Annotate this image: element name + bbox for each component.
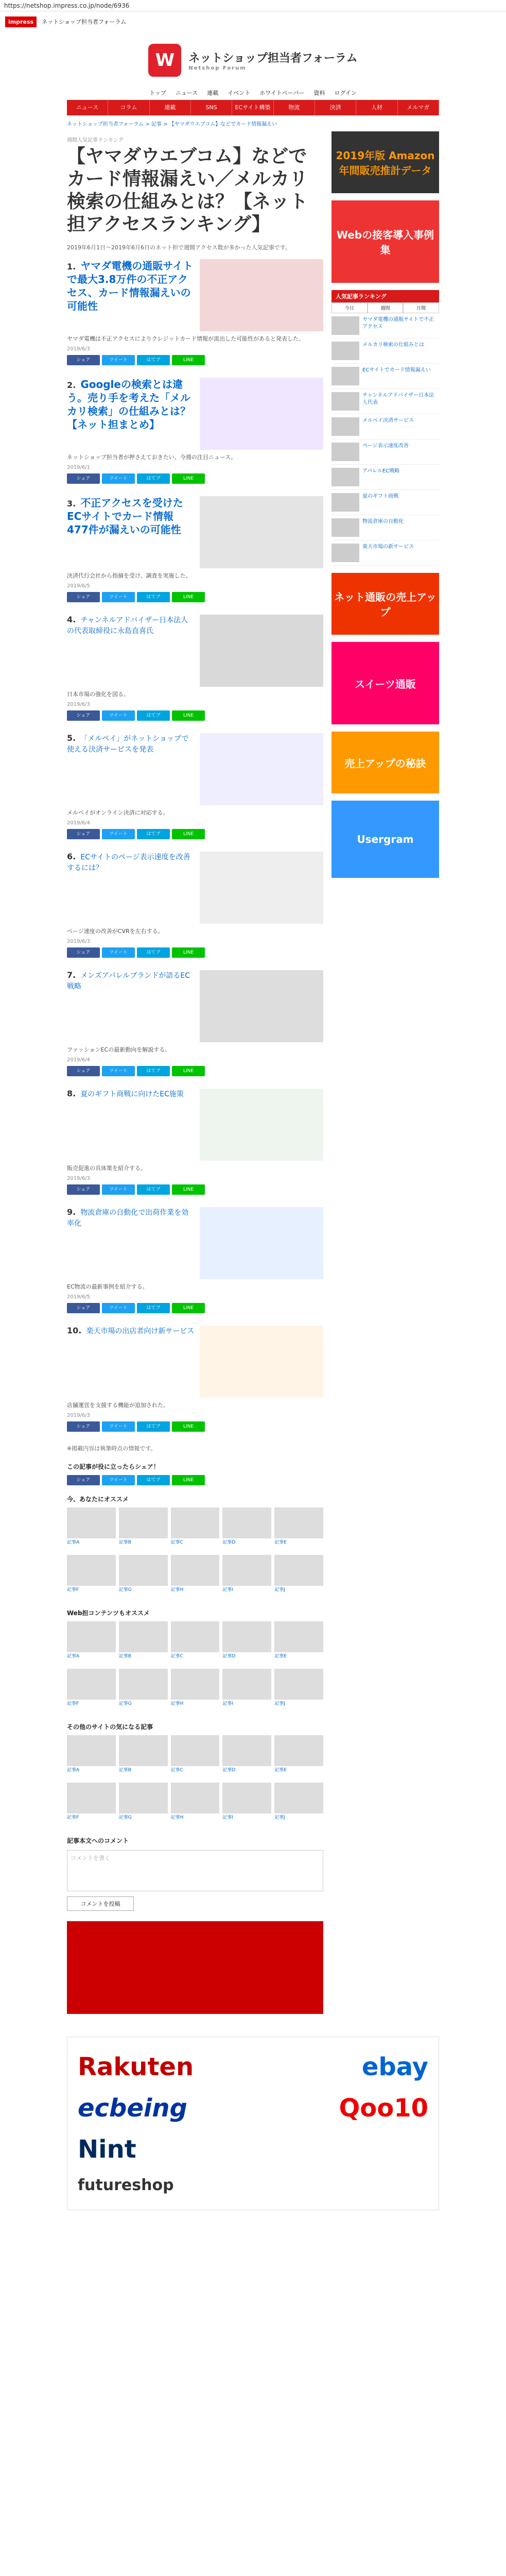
item-headline-link[interactable]: 不正アクセスを受けたECサイトでカード情報477件が漏えいの可能性 <box>67 497 183 536</box>
item-rank: 5. <box>67 733 76 743</box>
mini-card-title: 記事C <box>170 1768 183 1773</box>
ranking-title-text: チャンネルアドバイザー日本法人代表 <box>362 393 434 405</box>
topnav-item[interactable]: ホワイトペーパー <box>259 90 305 96</box>
ranking-article-item <box>67 259 323 365</box>
twitter-share-button[interactable]: ツイート <box>102 1421 135 1432</box>
item-headline-link[interactable]: 夏のギフト商戦に向けたEC施策 <box>80 1090 184 1098</box>
facebook-share-button[interactable]: シェア <box>67 473 100 484</box>
item-headline-link[interactable]: 物流倉庫の自動化で出荷作業を効率化 <box>67 1209 189 1228</box>
mini-card-image <box>119 1621 168 1652</box>
item-date: 2019/6/5 <box>67 1294 90 1300</box>
mini-card-image <box>274 1669 323 1700</box>
mini-card[interactable] <box>67 1621 116 1666</box>
share-bar <box>67 1475 323 1485</box>
navbar-item[interactable]: 物流 <box>274 100 315 115</box>
item-rank: 8. <box>67 1089 76 1098</box>
item-rank: 9. <box>67 1207 76 1217</box>
twitter-share-button[interactable]: ツイート <box>102 1303 135 1313</box>
mini-card-title: 記事A <box>67 1540 80 1545</box>
webchat-ad[interactable]: Webの接客導入事例集 <box>331 200 439 283</box>
mini-card[interactable] <box>222 1783 271 1827</box>
breadcrumb[interactable]: ネットショップ担当者フォーラム > 記事 > 【ヤマダウエブコム】などでカード情報漏えい <box>67 122 277 127</box>
ranking-title-text: 物流倉庫の自動化 <box>362 519 404 524</box>
mini-card[interactable] <box>274 1555 323 1599</box>
twitter-share-button[interactable]: ツイート <box>102 1475 135 1485</box>
facebook-share-button[interactable]: シェア <box>67 1066 100 1076</box>
ranking-article-item <box>67 496 323 602</box>
article-title: 【ヤマダウエブコム】などでカード情報漏えい／メルカリ検索の仕組みとは？【ネット担アクセスランキング】 <box>67 146 308 235</box>
mini-card-image <box>222 1507 271 1538</box>
mini-card-image <box>171 1507 220 1538</box>
mini-card-title: 記事E <box>274 1654 287 1659</box>
ranking-title-text: ECサイトでカード情報漏えい <box>362 367 431 373</box>
item-date: 2019/6/3 <box>67 939 90 944</box>
mini-card-image <box>274 1621 323 1652</box>
item-desc: ヤマダ電機は不正アクセスによりクレジットカード情報が流出した可能性があると発表した。 <box>67 335 305 342</box>
navbar-item[interactable]: ECサイト構築 <box>232 100 273 115</box>
mini-card[interactable] <box>171 1669 220 1713</box>
mini-card[interactable] <box>67 1735 116 1780</box>
item-desc: ネットショップ担当者が押さえておきたい、今週の注目ニュース。 <box>67 454 237 461</box>
mini-card-image <box>67 1507 116 1538</box>
sidebar-ranking-item[interactable] <box>331 389 439 414</box>
mini-card-title: 記事J <box>274 1815 285 1820</box>
navbar-item[interactable]: 連載 <box>150 100 191 115</box>
tab-today[interactable]: 今日 <box>331 302 368 313</box>
mini-card-image <box>119 1735 168 1766</box>
ranking-article-item <box>67 1207 323 1313</box>
ranking-article-item <box>67 852 323 958</box>
sidebar <box>331 131 439 2021</box>
item-headline-link[interactable]: 楽天市場の出店者向け新サービス <box>86 1327 195 1335</box>
mini-card[interactable] <box>119 1783 168 1827</box>
futureshop-logo[interactable]: futureshop <box>78 2176 174 2194</box>
facebook-share-button[interactable]: シェア <box>67 829 100 839</box>
mini-card-title: 記事G <box>118 1587 132 1592</box>
item-share-bar <box>67 710 323 721</box>
item-rank: 7. <box>67 970 76 980</box>
mini-card[interactable] <box>171 1783 220 1827</box>
item-date: 2019/6/3 <box>67 702 90 707</box>
article-closing: ※掲載内容は執筆時点の情報です。 <box>67 1445 156 1452</box>
ranking-thumb <box>331 544 359 562</box>
item-date: 2019/6/5 <box>67 583 90 589</box>
site-brand[interactable] <box>188 49 357 71</box>
mini-card-title: 記事E <box>274 1540 287 1545</box>
item-thumbnail[interactable] <box>200 378 323 450</box>
mini-card[interactable] <box>171 1735 220 1780</box>
item-thumbnail[interactable] <box>200 733 323 805</box>
article-intro: 2019年6月1日〜2019年6月6日のネット担で週間アクセス数が多かった人気記事です。 <box>67 244 291 251</box>
item-headline-link[interactable]: ECサイトのページ表示速度を改善するには？ <box>67 853 190 872</box>
item-date: 2019/6/3 <box>67 1176 90 1181</box>
ranking-thumb <box>331 417 359 436</box>
sidebar-ranking-item[interactable] <box>331 515 439 540</box>
mini-card-image <box>222 1555 271 1586</box>
item-thumbnail[interactable] <box>200 1089 323 1161</box>
ranking-thumb <box>331 316 359 335</box>
twitter-share-button[interactable]: ツイート <box>102 355 135 365</box>
hatena-share-button[interactable]: はてブ <box>137 355 170 365</box>
mini-card-image <box>222 1621 271 1652</box>
item-rank: 2. <box>67 380 76 390</box>
mini-card-image <box>67 1621 116 1652</box>
mini-card[interactable] <box>222 1621 271 1666</box>
item-thumbnail[interactable] <box>200 1326 323 1398</box>
item-thumbnail[interactable] <box>200 1207 323 1279</box>
mini-card[interactable] <box>67 1669 116 1713</box>
mini-card[interactable] <box>67 1783 116 1827</box>
line-share-button[interactable]: LINE <box>172 1184 205 1195</box>
item-date: 2019/6/3 <box>67 1413 90 1418</box>
item-share-bar <box>67 592 323 602</box>
ranking-article-item <box>67 615 323 721</box>
item-date: 2019/6/1 <box>67 465 90 470</box>
ranking-title-text: アパレルEC戦略 <box>362 468 400 474</box>
mini-card-title: 記事D <box>222 1654 236 1659</box>
item-share-bar <box>67 473 323 484</box>
facebook-share-button[interactable]: シェア <box>67 1303 100 1313</box>
top-strip <box>0 11 506 32</box>
ranking-article-item <box>67 733 323 839</box>
topnav-item[interactable]: ログイン <box>334 90 357 96</box>
qoo10-logo[interactable]: Qoo10 <box>339 2094 428 2123</box>
mini-card-title: 記事F <box>67 1815 79 1820</box>
item-desc: ページ速度の改善がCVRを左右する。 <box>67 928 164 935</box>
item-share-bar <box>67 829 323 839</box>
mini-card[interactable] <box>222 1735 271 1780</box>
mini-card-image <box>222 1735 271 1766</box>
topnav-item[interactable]: ニュース <box>175 90 198 96</box>
item-desc: 決済代行会社から指摘を受け、調査を実施した。 <box>67 572 191 579</box>
item-thumbnail[interactable] <box>200 970 323 1042</box>
main-navbar <box>67 100 439 115</box>
item-share-bar <box>67 1184 323 1195</box>
item-desc: ファッションECの最新動向を解説する。 <box>67 1046 171 1053</box>
mini-card-image <box>274 1555 323 1586</box>
mini-card-image <box>222 1669 271 1700</box>
ranking-thumb <box>331 443 359 461</box>
comment-post-button[interactable]: コメントを投稿 <box>67 1896 134 1911</box>
mini-card[interactable] <box>274 1507 323 1552</box>
ranking-thumb <box>331 493 359 512</box>
mini-card-title: 記事D <box>222 1540 236 1545</box>
mini-card-title: 記事I <box>222 1701 234 1706</box>
nint-logo[interactable]: Nint <box>78 2135 136 2164</box>
mini-card-image <box>67 1555 116 1586</box>
mini-card[interactable] <box>67 1555 116 1599</box>
sidebar-ranking-item[interactable] <box>331 490 439 515</box>
mini-card-title: 記事A <box>67 1654 80 1659</box>
ranking-thumb <box>331 392 359 411</box>
item-desc: 日本市場の強化を図る。 <box>67 691 129 698</box>
navbar-item[interactable]: 人材 <box>356 100 397 115</box>
line-share-button[interactable]: LINE <box>172 1066 205 1076</box>
mini-card[interactable] <box>274 1669 323 1713</box>
tab-monthly[interactable]: 月間 <box>403 302 439 313</box>
line-share-button[interactable]: LINE <box>172 1421 205 1432</box>
twitter-share-button[interactable]: ツイート <box>102 473 135 484</box>
hatena-share-button[interactable]: はてブ <box>137 1303 170 1313</box>
mini-card-title: 記事B <box>118 1654 131 1659</box>
mini-card-image <box>67 1735 116 1766</box>
browser-url-bar[interactable]: https://netshop.impress.co.jp/node/6936 <box>0 0 506 11</box>
item-share-bar <box>67 355 323 365</box>
item-date: 2019/6/3 <box>67 346 90 352</box>
line-share-button[interactable]: LINE <box>172 473 205 484</box>
facebook-share-button[interactable]: シェア <box>67 1421 100 1432</box>
item-headline-link[interactable]: メンズアパレルブランドが語るEC戦略 <box>67 972 190 991</box>
twitter-share-button[interactable]: ツイート <box>102 947 135 958</box>
item-rank: 6. <box>67 852 76 861</box>
ranking-title-text: メルカリ検索の仕組みとは <box>362 342 424 348</box>
navbar-item[interactable]: メルマガ <box>398 100 439 115</box>
recommend-heading: 今、あなたにオススメ <box>67 1496 129 1503</box>
item-share-bar <box>67 1066 323 1076</box>
topnav-item[interactable]: 連載 <box>207 90 219 96</box>
site-header <box>0 32 506 89</box>
ranking-thumb <box>331 367 359 385</box>
hatena-share-button[interactable]: はてブ <box>137 1475 170 1485</box>
ranking-thumb <box>331 342 359 360</box>
brand-tag: Netshop Forum <box>188 65 247 71</box>
mini-card[interactable] <box>274 1783 323 1827</box>
sidebar-ranking-item[interactable] <box>331 540 439 566</box>
topnav-item[interactable]: トップ <box>149 90 166 96</box>
ranking-title-text: 夏のギフト商戦 <box>362 494 398 499</box>
item-share-bar <box>67 1421 323 1432</box>
line-share-button[interactable]: LINE <box>172 355 205 365</box>
mini-card-image <box>67 1669 116 1700</box>
line-share-button[interactable]: LINE <box>172 829 205 839</box>
mini-card[interactable] <box>171 1555 220 1599</box>
item-rank: 10. <box>67 1326 82 1335</box>
mini-card-title: 記事E <box>274 1768 287 1773</box>
facebook-share-button[interactable]: シェア <box>67 1184 100 1195</box>
ranking-article-item <box>67 378 323 484</box>
item-desc: 販売促進の具体策を紹介する。 <box>67 1165 146 1172</box>
twitter-share-button[interactable]: ツイート <box>102 710 135 721</box>
item-desc: EC物流の最新事例を紹介する。 <box>67 1283 148 1290</box>
mini-card-title: 記事J <box>274 1587 285 1592</box>
item-thumbnail[interactable] <box>200 496 323 568</box>
comment-input[interactable]: コメントを書く <box>67 1850 323 1891</box>
item-desc: 店舗運営を支援する機能が追加された。 <box>67 1402 169 1409</box>
facebook-share-button[interactable]: シェア <box>67 947 100 958</box>
site-link[interactable]: ネットショップ担当者フォーラム <box>42 19 127 25</box>
rakuten-logo[interactable]: Rakuten <box>78 2053 194 2081</box>
mini-card-title: 記事D <box>222 1768 236 1773</box>
item-rank: 1. <box>67 262 76 272</box>
sidebar-ranking-item[interactable] <box>331 465 439 490</box>
mini-card-title: 記事C <box>170 1540 183 1545</box>
mini-card[interactable] <box>119 1621 168 1666</box>
line-share-button[interactable]: LINE <box>172 1475 205 1485</box>
comment-heading: 記事本文へのコメント <box>67 1837 129 1844</box>
ranking-title-text: 楽天市場の新サービス <box>362 544 414 550</box>
mini-card[interactable] <box>222 1555 271 1599</box>
ranking-article-item <box>67 970 323 1076</box>
mini-card-title: 記事G <box>118 1815 132 1820</box>
mini-card-image <box>171 1621 220 1652</box>
mini-card-title: 記事C <box>170 1654 183 1659</box>
item-date: 2019/6/4 <box>67 1057 90 1063</box>
item-thumbnail[interactable] <box>200 852 323 924</box>
ranking-title-text: ページ表示速度改善 <box>362 443 409 449</box>
item-headline-link[interactable]: チャンネルアドバイザー日本法人の代表取締役に永島直喜氏 <box>67 616 188 635</box>
mini-card[interactable] <box>171 1507 220 1552</box>
twitter-share-button[interactable]: ツイート <box>102 1184 135 1195</box>
mini-card[interactable] <box>119 1735 168 1780</box>
hatena-share-button[interactable]: はてブ <box>137 829 170 839</box>
top-nav <box>0 89 506 97</box>
mini-card-image <box>222 1783 271 1814</box>
item-headline-link[interactable]: 「メルペイ」がネットショップで使える決済サービスを発表 <box>67 735 189 754</box>
ranking-article-item <box>67 1089 323 1195</box>
mini-card-title: 記事F <box>67 1587 79 1592</box>
item-share-bar <box>67 1303 323 1313</box>
partner-logos <box>67 2037 439 2210</box>
mini-card-image <box>171 1555 220 1586</box>
site-logo[interactable]: W <box>148 44 181 77</box>
item-share-bar <box>67 947 323 958</box>
sweets-ad[interactable]: スイーツ通販 <box>331 642 439 724</box>
hatena-share-button[interactable]: はてブ <box>137 473 170 484</box>
ebay-logo[interactable]: ebay <box>361 2053 428 2081</box>
ranking-title-text: ヤマダ電機の通販サイトで不正アクセス <box>362 317 434 330</box>
twitter-share-button[interactable]: ツイート <box>102 592 135 602</box>
mini-card-title: 記事H <box>170 1815 184 1820</box>
mini-card-title: 記事I <box>222 1815 234 1820</box>
mini-card-title: 記事B <box>118 1540 131 1545</box>
sidebar-ranking-item[interactable] <box>331 414 439 439</box>
sales-ad[interactable]: ネット通販の売上アップ <box>331 573 439 635</box>
ranking-title: 人気記事ランキング <box>331 290 439 302</box>
topnav-item[interactable]: イベント <box>228 90 251 96</box>
facebook-share-button[interactable]: シェア <box>67 592 100 602</box>
mini-card[interactable] <box>119 1507 168 1552</box>
other-section-heading: その他のサイトの気になる記事 <box>67 1723 153 1731</box>
other-grid <box>67 1735 323 1827</box>
mini-card-image <box>67 1783 116 1814</box>
sidebar-ranking-item[interactable] <box>331 364 439 389</box>
ranking-list <box>331 313 439 566</box>
article-category[interactable]: 週間人気記事ランキング <box>67 138 124 143</box>
item-headline-link[interactable]: ヤマダ電機の通販サイトで最大3.8万件の不正アクセス、カード情報漏えいの可能性 <box>67 260 193 312</box>
mini-card-image <box>119 1555 168 1586</box>
ranking-title-text: メルペイ決済サービス <box>362 418 414 423</box>
mini-card[interactable] <box>274 1621 323 1666</box>
hatena-share-button[interactable]: はてブ <box>137 1421 170 1432</box>
mini-card[interactable] <box>222 1669 271 1713</box>
ranking-article-item <box>67 1326 323 1432</box>
item-date: 2019/6/4 <box>67 820 90 826</box>
mini-card[interactable] <box>222 1507 271 1552</box>
mini-card-title: 記事F <box>67 1701 79 1706</box>
hatena-share-button[interactable]: はてブ <box>137 1184 170 1195</box>
mini-card-image <box>171 1735 220 1766</box>
impress-logo[interactable]: impress <box>5 16 37 27</box>
ecbeing-logo[interactable]: ecbeing <box>78 2094 187 2123</box>
mini-card-title: 記事I <box>222 1587 234 1592</box>
tab-weekly[interactable]: 週間 <box>368 302 404 313</box>
mini-card-image <box>274 1507 323 1538</box>
mini-card-image <box>119 1783 168 1814</box>
sidebar-ranking-item[interactable] <box>331 313 439 338</box>
mini-card-image <box>171 1669 220 1700</box>
bottom-ad[interactable] <box>67 1921 323 2014</box>
sidebar-ranking-item[interactable] <box>331 439 439 465</box>
mini-card-image <box>119 1669 168 1700</box>
brand-name: ネットショップ担当者フォーラム <box>188 52 358 65</box>
web-section-heading: Web担コンテンツもオススメ <box>67 1609 150 1617</box>
navbar-item[interactable]: SNS <box>191 100 232 115</box>
navbar-item[interactable]: ニュース <box>67 100 108 115</box>
usergram-ad[interactable]: Usergram <box>331 801 439 878</box>
line-share-button[interactable]: LINE <box>172 1303 205 1313</box>
mini-card[interactable] <box>171 1621 220 1666</box>
hatena-share-button[interactable]: はてブ <box>137 592 170 602</box>
item-desc: メルペイがオンライン決済に対応する。 <box>67 809 169 816</box>
sidebar-ranking-item[interactable] <box>331 338 439 364</box>
hatena-share-button[interactable]: はてブ <box>137 947 170 958</box>
item-thumbnail[interactable] <box>200 615 323 687</box>
mini-card[interactable] <box>119 1669 168 1713</box>
mini-card[interactable] <box>119 1555 168 1599</box>
mini-card-image <box>274 1735 323 1766</box>
mini-card-title: 記事A <box>67 1768 80 1773</box>
item-headline-link[interactable]: Googleの検索とは違う。売り手を考えた「メルカリ検索」の仕組みとは？【ネット担まとめ】 <box>67 378 190 431</box>
line-share-button[interactable]: LINE <box>172 947 205 958</box>
ranking-thumb <box>331 468 359 486</box>
navbar-item[interactable]: コラム <box>108 100 149 115</box>
twitter-share-button[interactable]: ツイート <box>102 829 135 839</box>
twitter-share-button[interactable]: ツイート <box>102 1066 135 1076</box>
navbar-item[interactable]: 決済 <box>315 100 356 115</box>
facebook-share-button[interactable]: シェア <box>67 710 100 721</box>
item-rank: 3. <box>67 499 76 509</box>
line-share-button[interactable]: LINE <box>172 592 205 602</box>
mini-card-title: 記事H <box>170 1701 184 1706</box>
ranking-tabs <box>331 302 439 313</box>
line-share-button[interactable]: LINE <box>172 710 205 721</box>
mini-card[interactable] <box>67 1507 116 1552</box>
item-rank: 4. <box>67 615 76 624</box>
mini-card[interactable] <box>274 1735 323 1780</box>
recommend-grid <box>67 1507 323 1599</box>
mini-card-title: 記事B <box>118 1768 131 1773</box>
facebook-share-button[interactable]: シェア <box>67 1475 100 1485</box>
mini-card-image <box>171 1783 220 1814</box>
item-thumbnail[interactable] <box>200 259 323 331</box>
topnav-item[interactable]: 資料 <box>313 90 325 96</box>
hatena-share-button[interactable]: はてブ <box>137 710 170 721</box>
sales-tips-ad[interactable]: 売上アップの秘訣 <box>331 732 439 793</box>
web-grid <box>67 1621 323 1713</box>
amazon-ad[interactable]: 2019年版 Amazon 年間販売推計データ <box>331 131 439 193</box>
mini-card-image <box>274 1783 323 1814</box>
mini-card-title: 記事H <box>170 1587 184 1592</box>
share-prompt: この記事が役に立ったらシェア！ <box>67 1463 160 1470</box>
hatena-share-button[interactable]: はてブ <box>137 1066 170 1076</box>
mini-card-image <box>119 1507 168 1538</box>
mini-card-title: 記事G <box>118 1701 132 1706</box>
ranking-thumb <box>331 518 359 537</box>
article-main <box>67 131 323 2021</box>
mini-card-title: 記事J <box>274 1701 285 1706</box>
facebook-share-button[interactable]: シェア <box>67 355 100 365</box>
